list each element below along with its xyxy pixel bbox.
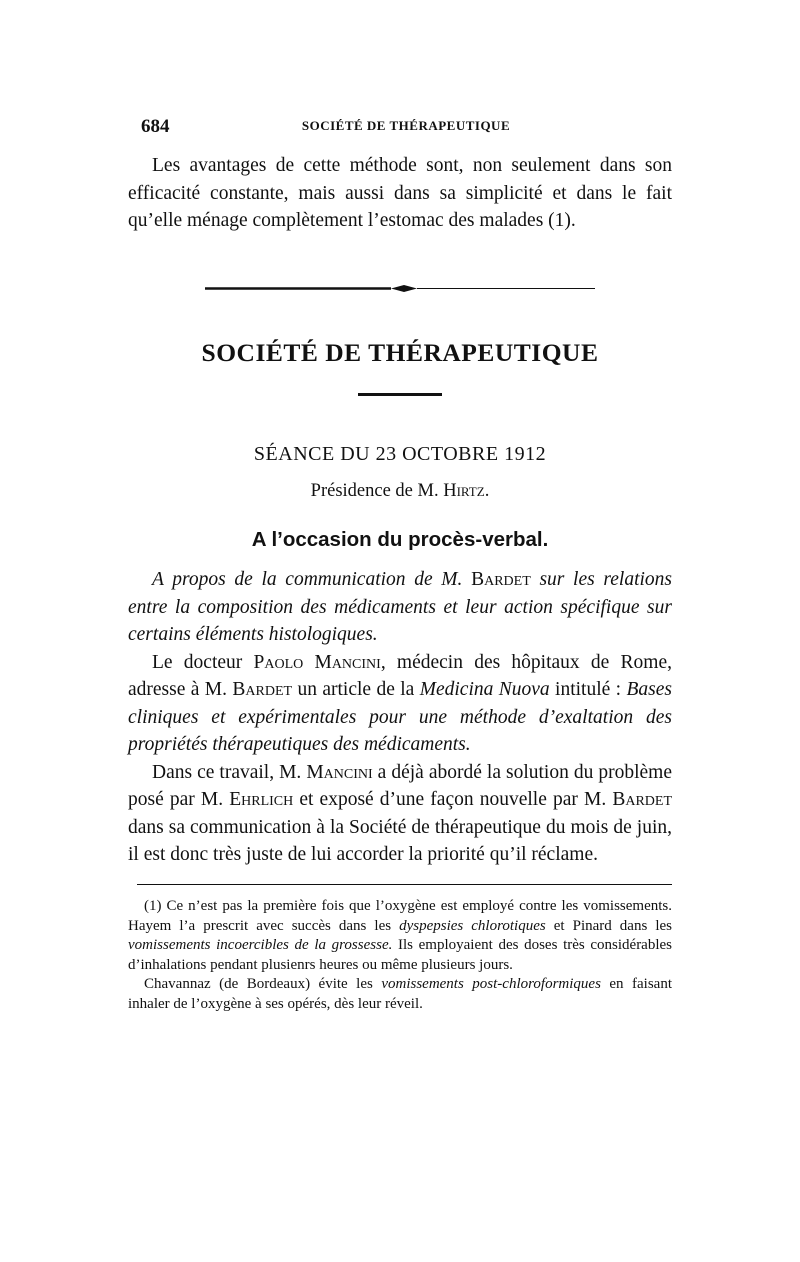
person-name: Bardet (612, 789, 672, 810)
footnote-paragraph-2 (128, 975, 672, 1014)
paragraph-travail (128, 759, 672, 869)
footnote-paragraph-1 (128, 897, 672, 975)
opening-paragraph: Les avantages de cette méthode sont, non seulement dans son efficacité constante, mais aussi dans sa simplicité et dans le fait qu’elle ménage complètement l’estomac des malades (1). (128, 155, 672, 231)
intro-text-2: sur les relations entre la composition des médicaments et leur action spécifique sur certains éléments histologiques. (128, 569, 673, 645)
journal-title: Medicina Nuova (419, 679, 550, 700)
opening-paragraph-block (128, 152, 672, 235)
footnote (128, 897, 672, 1014)
intro-name: Bardet (471, 569, 531, 590)
presidence-line (0, 481, 800, 502)
president-name: Hirtz (443, 481, 485, 501)
emphasis: vomissements post-chloroformiques (381, 976, 601, 992)
title-rule (358, 393, 442, 396)
seance-heading: SÉANCE DU 23 OCTOBRE 1912 (253, 443, 547, 465)
text: en faisant inhaler de l’oxygène à ses opérés, dès leur réveil. (128, 976, 673, 1012)
intro-text: A propos de la communication de M. (152, 569, 472, 590)
text: Dans ce travail, M. (152, 761, 307, 783)
text: dans sa communication à la Société de thérapeutique du mois de juin, il est donc très juste de lui accorder la priorité qu’il réclame. (128, 816, 672, 865)
presidence-suffix: . (484, 481, 490, 501)
article-title: Bases cliniques et expérimentales pour une méthode d’exaltation des propriétés thérapeutiques des médicaments. (128, 679, 672, 755)
text: un article de la (292, 679, 420, 700)
person-name: Paolo Mancini (253, 651, 381, 673)
text: intitulé : (549, 679, 627, 700)
body-text (128, 566, 672, 869)
emphasis: vomissements incoercibles de la grossesse. (128, 937, 393, 953)
page-number: 684 (141, 116, 170, 137)
footnote-rule (137, 884, 672, 885)
page-header (141, 116, 671, 138)
presidence-prefix: Présidence de M. (310, 481, 444, 501)
text: Le docteur (152, 651, 254, 673)
text: Chavannaz (de Bordeaux) évite les (144, 976, 382, 992)
paragraph-mancini (128, 649, 672, 759)
section-title: A l’occasion du procès-verbal. (251, 528, 549, 551)
person-name: Ehrlich (229, 789, 294, 810)
person-name: Bardet (232, 679, 293, 700)
emphasis: dyspepsies chlorotiques (399, 917, 546, 934)
text: et Pinard dans les (545, 917, 672, 934)
text: et exposé d’une façon nouvelle par M. (293, 789, 613, 810)
running-head: SOCIÉTÉ DE THÉRAPEUTIQUE (301, 118, 511, 133)
section-divider (205, 285, 595, 292)
main-title: SOCIÉTÉ DE THÉRAPEUTIQUE (201, 338, 599, 367)
person-name: Mancini (306, 761, 373, 783)
intro-paragraph (128, 566, 672, 649)
text: , médecin des hôpitaux de Rome, adresse à M. (128, 651, 672, 700)
text: Ils employaient des doses très considérables d’inhalations pendant plusienrs heures ou même plusieurs jours. (128, 937, 673, 973)
text: a déjà abordé la solution du problème posé par M. (128, 761, 672, 810)
text: (1) Ce n’est pas la première fois que l’oxygène est employé contre les vomissements. Hayem l’a prescrit avec succès dans les (128, 898, 672, 934)
